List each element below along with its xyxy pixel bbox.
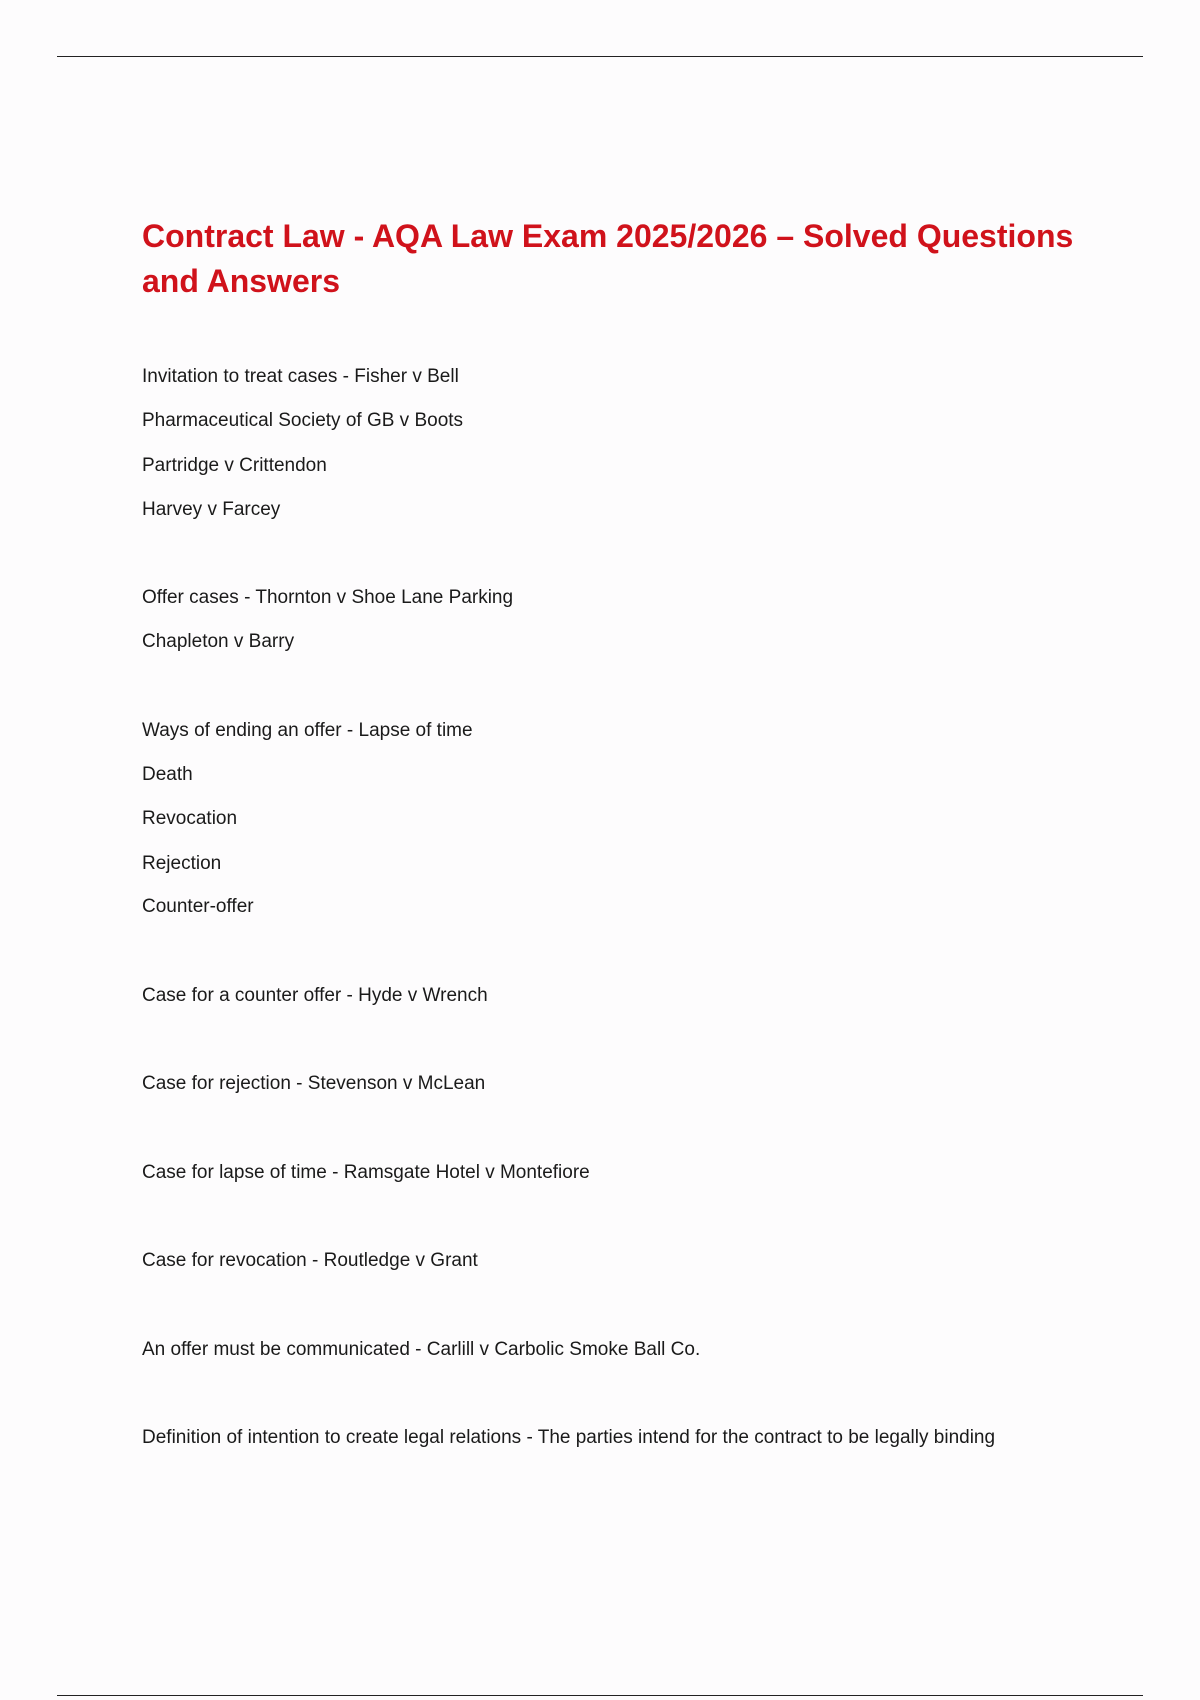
document-title: Contract Law - AQA Law Exam 2025/2026 – Solved Questions and Answers: [142, 218, 1074, 299]
list-item: Counter-offer: [142, 896, 254, 917]
list-item: An offer must be communicated - Carlill v Carbolic Smoke Ball Co.: [142, 1339, 701, 1360]
list-item: Offer cases - Thornton v Shoe Lane Parking: [142, 587, 514, 608]
list-item: Harvey v Farcey: [142, 499, 281, 520]
list-item: Death: [142, 764, 193, 785]
footer-rule: [57, 1695, 1143, 1696]
list-item: Case for revocation - Routledge v Grant: [142, 1250, 478, 1271]
list-item: Ways of ending an offer - Lapse of time: [142, 720, 473, 741]
list-item: Pharmaceutical Society of GB v Boots: [142, 410, 464, 431]
list-item: Case for rejection - Stevenson v McLean: [142, 1073, 486, 1094]
list-item: Definition of intention to create legal relations - The parties intend for the contract to be legally binding: [142, 1427, 996, 1448]
list-item: Case for lapse of time - Ramsgate Hotel v Montefiore: [142, 1162, 590, 1183]
list-item: Invitation to treat cases - Fisher v Bell: [142, 366, 459, 387]
list-item: Partridge v Crittendon: [142, 455, 327, 476]
list-item: Case for a counter offer - Hyde v Wrench: [142, 985, 488, 1006]
question-answer-list: [142, 0, 1102, 1700]
list-item: Rejection: [142, 853, 222, 874]
list-item: Revocation: [142, 808, 238, 829]
list-item: Chapleton v Barry: [142, 631, 295, 652]
